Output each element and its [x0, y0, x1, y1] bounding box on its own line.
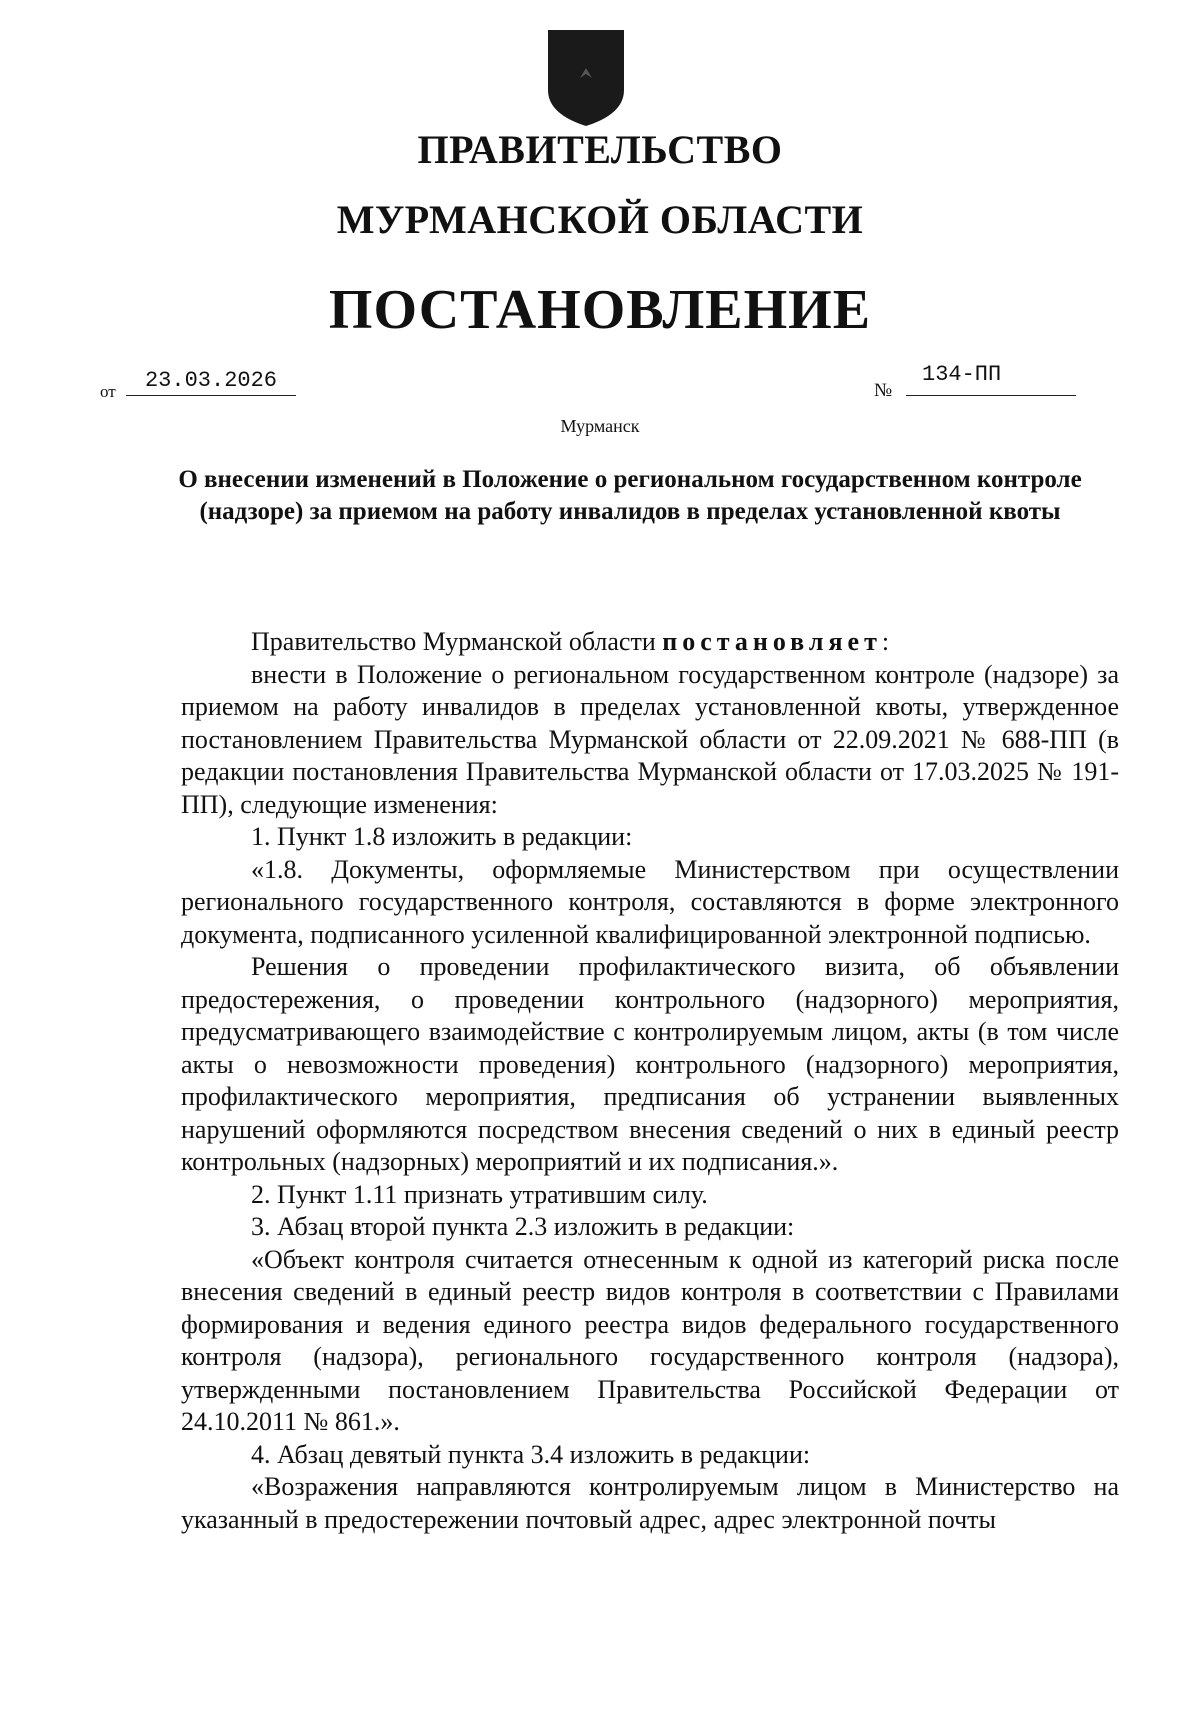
- document-number: 134-ПП: [906, 362, 1076, 396]
- paragraph: 4. Абзац девятый пункта 3.4 изложить в редакции:: [251, 1439, 811, 1469]
- paragraph: Решения о проведении профилактического визита, об объявлении предостережения, о проведении контрольного (надзорного) мероприятия, предусматривающего взаимодействие с контролируемым лицом, акты (в том числе акты о невозможности проведения) контрольного (надзорного) мероприятия, профилактического мероприятия, предписания об устранении выявленных нарушений оформляются посредством внесения сведений о них в единый реестр контрольных (надзорных) мероприятий и их подписания.».: [181, 952, 1119, 1176]
- paragraph: «1.8. Документы, оформляемые Министерством при осуществлении регионального государственного контроля, составляются в форме электронного документа, подписанного усиленной квалифицированной электронной подписью.: [181, 854, 1119, 949]
- paragraph: 3. Абзац второй пункта 2.3 изложить в редакции:: [251, 1212, 795, 1241]
- paragraph: 1. Пункт 1.8 изложить в редакции:: [251, 822, 633, 851]
- document-date: 23.03.2026: [126, 368, 296, 396]
- date-number-row: [0, 362, 1200, 408]
- coat-of-arms-icon: [546, 28, 626, 128]
- number-label: №: [874, 380, 893, 401]
- org-name-line1: ПРАВИТЕЛЬСТВО: [417, 127, 783, 172]
- paragraph: 2. Пункт 1.11 признать утратившим силу.: [251, 1179, 708, 1209]
- paragraph: «Объект контроля считается отнесенным к одной из категорий риска после внесения сведений в единый реестр видов контроля в соответствии с Правилами формирования и ведения единого реестра видов федерального государственного контроля (надзора), регионального государственного контроля (надзора), утвержденными постановлением Правительства Российской Федерации от 24.10.2011 № 861.».: [181, 1244, 1119, 1436]
- paragraph: «Возражения направляются контролируемым лицом в Министерство на указанный в предостережении почтовый адрес, адрес электронной почты: [181, 1472, 1119, 1534]
- decree-verb: постановляет: [662, 627, 882, 656]
- intro-suffix: :: [881, 627, 890, 656]
- document-body: [181, 626, 1119, 1536]
- document-type: ПОСТАНОВЛЕНИЕ: [328, 279, 872, 341]
- intro-prefix: Правительство Мурманской области: [251, 627, 663, 656]
- org-name-line2: МУРМАНСКОЙ ОБЛАСТИ: [336, 197, 864, 242]
- paragraph: внести в Положение о региональном государственном контроле (надзоре) за приемом на работу инвалидов в пределах установленной квоты, утвержденное постановлением Правительства Мурманской области от 22.09.2021 № 688-ПП (в редакции постановления Правительства Мурманской области от 17.03.2025 № 191-ПП), следующие изменения:: [181, 659, 1119, 819]
- date-label: от: [100, 382, 116, 401]
- document-title: О внесении изменений в Положение о региональном государственном контроле (надзоре) за приемом на работу инвалидов в пределах установленной квоты: [178, 466, 1082, 525]
- city-name: Мурманск: [560, 416, 640, 436]
- decree-intro: [181, 626, 1119, 659]
